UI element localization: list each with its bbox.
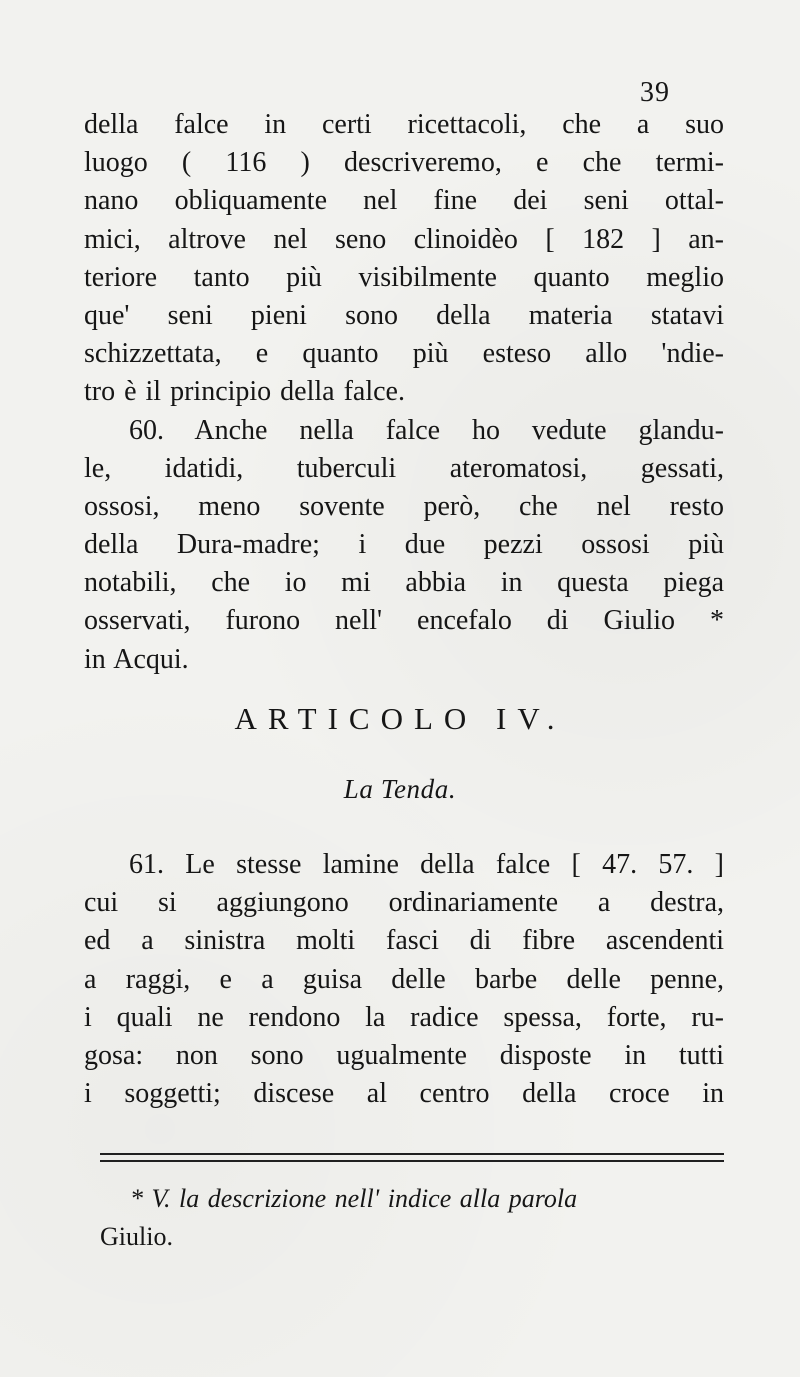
section-61 [84, 846, 724, 1113]
page-number: 39 [640, 77, 670, 108]
text-line: schizzettata, e quanto più esteso allo 'ndie- [84, 338, 724, 370]
footnote-line: Giulio. [100, 1222, 173, 1251]
footnote-rule-top [100, 1153, 724, 1155]
paragraph-start-61: 61. Le stesse lamine della falce [ 47. 57. ] [129, 849, 724, 880]
article-subheading: La Tenda. [343, 774, 457, 804]
text-line: i quali ne rendono la radice spessa, forte, ru- [84, 1001, 724, 1033]
text-line: tro è il principio della falce. [84, 376, 405, 408]
article-heading: ARTICOLO IV. [234, 701, 566, 736]
footnote-rule-bottom [100, 1160, 724, 1162]
text-line: ossosi, meno sovente però, che nel resto [84, 490, 724, 522]
text-line: a raggi, e a guisa delle barbe delle penne, [84, 963, 724, 995]
text-line: le, idatidi, tuberculi ateromatosi, gessati, [84, 452, 724, 484]
text-line: della falce in certi ricettacoli, che a suo [84, 109, 724, 140]
text-line: osservati, furono nell' encefalo di Giulio * [84, 605, 724, 637]
text-line: cui si aggiungono ordinariamente a destra, [84, 887, 724, 919]
footnote-line: * V. la descrizione nell' indice alla parola [130, 1184, 578, 1213]
paragraph-start-60: 60. Anche nella falce ho vedute glandu- [129, 414, 724, 446]
main-text [84, 106, 724, 679]
text-line: in Acqui. [84, 643, 189, 675]
text-line: nano obliquamente nel fine dei seni ottal- [84, 185, 724, 217]
text-line: teriore tanto più visibilmente quanto meglio [84, 261, 724, 293]
text-line: notabili, che io mi abbia in questa piega [84, 567, 724, 599]
text-line: que' seni pieni sono della materia statavi [84, 299, 724, 331]
text-line: luogo ( 116 ) descriveremo, e che termi- [84, 147, 724, 179]
footnote [100, 1180, 724, 1256]
text-line: ed a sinistra molti fasci di fibre ascendenti [84, 925, 724, 957]
text-line: mici, altrove nel seno clinoidèo [ 182 ] an- [84, 223, 724, 255]
text-line: della Dura-madre; i due pezzi ossosi più [84, 529, 724, 561]
text-line: i soggetti; discese al centro della croce in [84, 1078, 724, 1110]
text-line: gosa: non sono ugualmente disposte in tutti [84, 1039, 724, 1071]
